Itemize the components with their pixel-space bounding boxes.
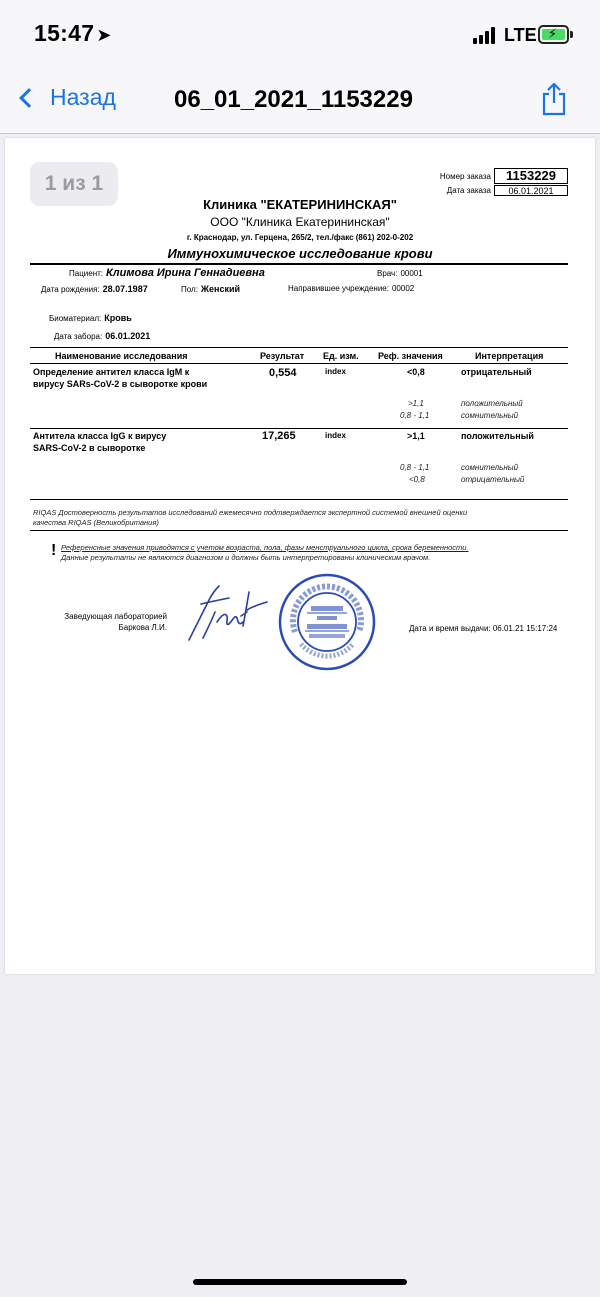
sample-date-field [54,331,150,341]
share-icon[interactable] [540,82,568,116]
row-divider [30,428,568,429]
extra-ref: <0,8 [409,475,425,484]
clinic-name: Клиника "ЕКАТЕРИНИНСКАЯ" [203,197,397,212]
col-header-result: Результат [260,351,305,361]
extra-interp: сомнительный [461,463,519,472]
extra-ref: >1,1 [408,399,424,408]
sex-field [181,284,240,294]
test-name: Определение антител класса IgM к [33,367,190,377]
test-ref: >1,1 [407,431,425,441]
birth-field [41,284,148,294]
test-interp: отрицательный [461,367,532,377]
order-date: 06.01.2021 [494,185,568,196]
document-page[interactable] [5,138,595,974]
patient-field [69,267,265,279]
extra-interp: положительный [461,399,523,408]
biomaterial-label: Биоматериал: [49,314,102,323]
battery-icon: ⚡ [538,25,569,44]
diagnosis-note: Данные результаты не являются диагнозом и должны быть интерпретированы клиническим врачом. [61,553,431,562]
cellular-signal-icon [473,27,497,44]
page-counter: 1 из 1 [30,162,118,206]
referrer-value: 00002 [391,284,415,293]
order-info [440,168,568,197]
navigation-bar [0,70,600,134]
referrer-field [288,284,414,293]
col-header-interp: Интерпретация [475,351,544,361]
clinic-org: ООО "Клиника Екатерининская" [210,215,390,229]
back-button[interactable] [16,84,116,111]
divider [30,263,568,265]
clock: 15:47 [34,20,95,46]
test-interp: положительный [461,431,534,441]
divider [30,530,568,531]
test-ref: <0,8 [407,367,425,377]
referrer-label: Направившее учреждение: [288,284,389,293]
sex-value: Женский [200,284,241,294]
doctor-label: Врач: [377,269,398,278]
home-indicator[interactable] [193,1279,407,1285]
warning-mark: ! [51,542,57,559]
order-number: 1153229 [494,168,568,184]
birth-value: 28.07.1987 [102,284,148,294]
document-title: 06_01_2021_1153229 [174,86,413,113]
test-unit: index [325,367,346,376]
doctor-value: 00001 [400,269,423,278]
riqas-note: RIQAS Достоверность результатов исследований ежемесячно подтверждается экспертной системой внешней оценки [33,508,468,517]
col-header-unit: Ед. изм. [323,351,359,361]
col-header-ref: Реф. значения [378,351,443,361]
signature-image [181,582,271,646]
table-header-border [30,363,568,364]
patient-label: Пациент: [69,269,104,278]
order-date-label: Дата заказа [446,186,491,195]
back-label: Назад [50,84,116,110]
test-name: вирусу SARs-CoV-2 в сыворотке крови [33,379,208,389]
test-result: 17,265 [262,430,296,442]
birth-label: Дата рождения: [41,285,100,294]
test-name: SARS-CoV-2 в сыворотке [33,443,146,453]
sex-label: Пол: [181,285,198,294]
status-bar [0,0,600,70]
head-of-lab-label: Заведующая лабораторией [64,612,167,621]
table-top-border [30,347,568,348]
test-name: Антитела класса IgG к вирусу [33,431,167,441]
clinic-stamp [277,572,377,672]
col-header-name: Наименование исследования [55,351,188,361]
riqas-note: качества RIQAS (Великобритания) [33,518,159,527]
extra-ref: 0,8 - 1,1 [400,411,430,420]
status-time [34,20,112,47]
doctor-field [377,269,423,278]
biomaterial-field [49,313,132,323]
order-number-label: Номер заказа [439,171,491,181]
extra-ref: 0,8 - 1,1 [400,463,430,472]
chevron-left-icon [19,88,39,108]
sample-date-label: Дата забора: [54,332,103,341]
location-arrow-icon: ➤ [96,25,112,45]
battery-tip [570,31,573,38]
extra-interp: отрицательный [461,475,525,484]
biomaterial-value: Кровь [104,313,132,323]
sample-date-value: 06.01.2021 [105,331,151,341]
issue-datetime: Дата и время выдачи: 06.01.21 15:17:24 [409,624,558,633]
patient-name: Климова Ирина Геннадиевна [106,267,265,279]
study-title: Иммунохимическое исследование крови [167,246,433,261]
extra-interp: сомнительный [461,411,519,420]
reference-note: Референсные значения приводятся с учетом возраста, пола, фазы менструального цикла, срока беременности. [61,543,469,552]
clinic-address: г. Краснодар, ул. Герцена, 265/2, тел./факс (861) 202-0-202 [186,233,414,242]
test-unit: index [325,431,346,440]
table-bottom-border [30,499,568,500]
network-type: LTE [504,25,537,45]
head-of-lab-name: Баркова Л.И. [118,623,167,632]
test-result: 0,554 [269,367,297,379]
